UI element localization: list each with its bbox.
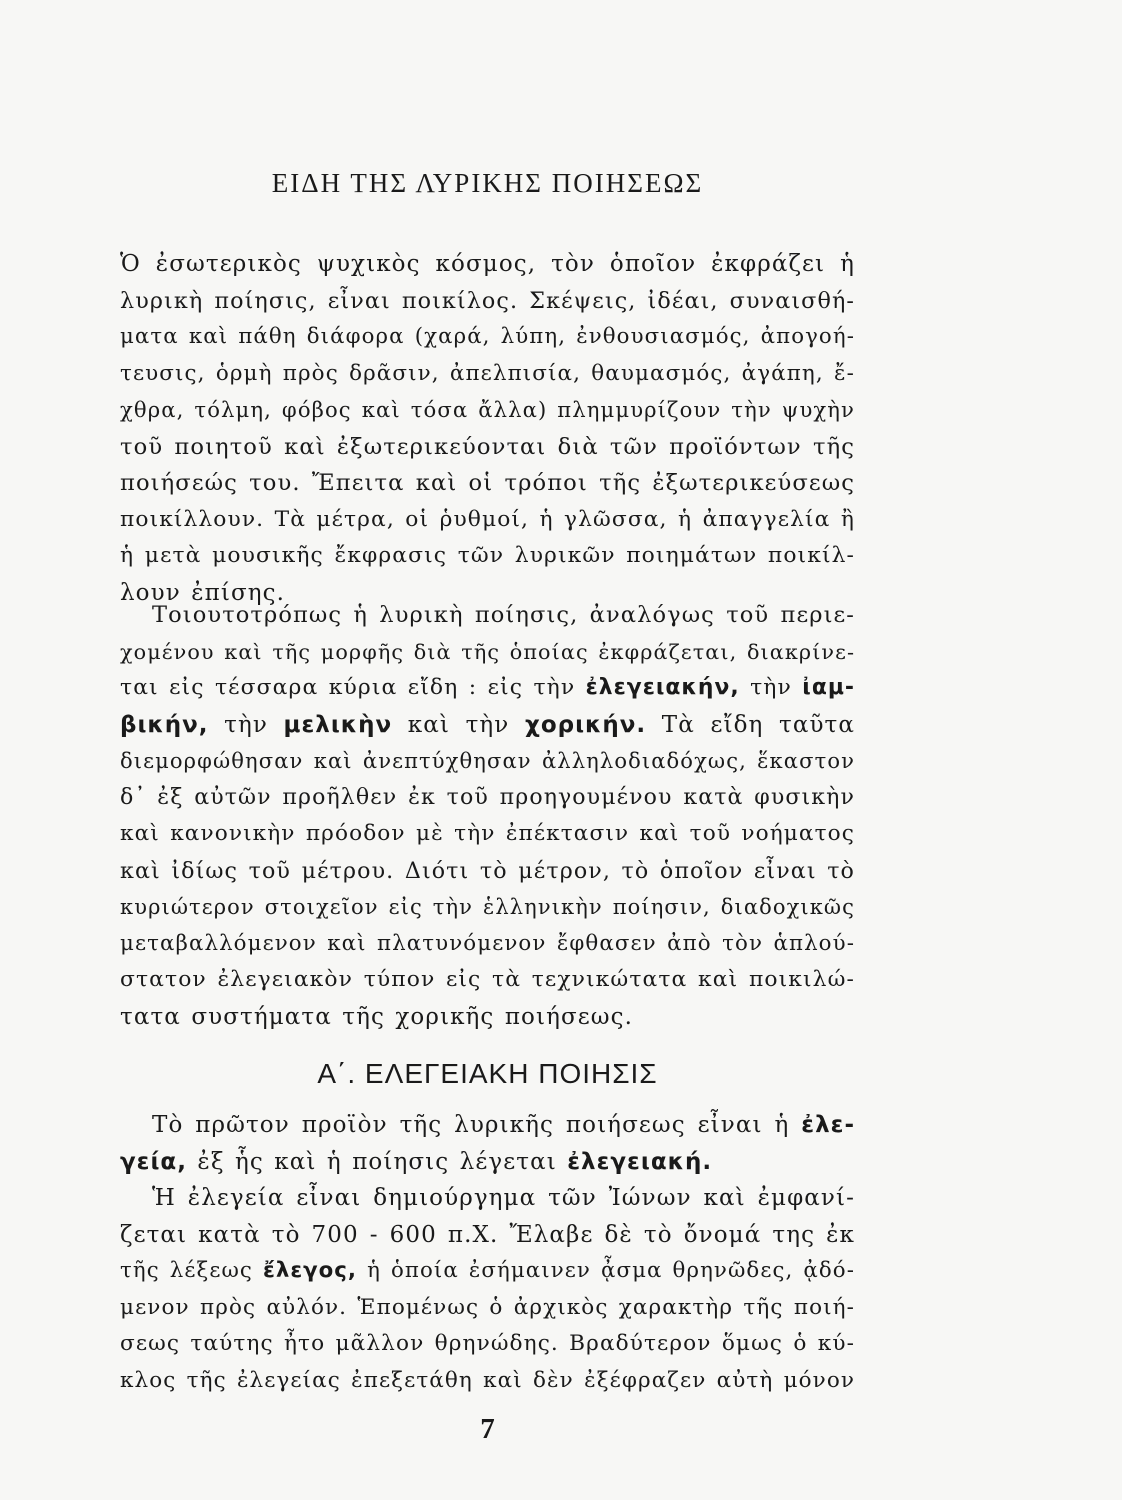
text-line: κυριώτερον στοιχεῖον εἰς τὴν ἑλληνικὴν ποίησιν, διαδοχικῶς	[120, 895, 855, 919]
paragraph-3	[120, 1107, 855, 1399]
text-fragment: ἡ ὁποία ἐσήμαινεν ᾆσμα θρηνῶδες, ᾀδό-	[357, 1258, 855, 1283]
text-line: χομένου καὶ τῆς μορφῆς διὰ τῆς ὁποίας ἐκφράζεται, διακρίνε-	[120, 639, 856, 664]
term-melic: μελικὴν	[283, 711, 393, 738]
text-line	[120, 1107, 855, 1144]
term-elegiac-poetry: ἐλεγειακή.	[567, 1148, 713, 1175]
text-line: Τοιουτοτρόπως ἡ λυρικὴ ποίησις, ἀναλόγως τοῦ περιε-	[152, 602, 855, 628]
text-line: στατον ἐλεγειακὸν τύπον εἰς τὰ τεχνικώτατα καὶ ποικιλώ-	[120, 967, 855, 992]
text-line: λυρικὴ ποίησις, εἶναι ποικίλος. Σκέψεις, ἰδέαι, συναισθή-	[120, 287, 855, 314]
text-line: ποιήσεώς του. Ἔπειτα καὶ οἱ τρόποι τῆς ἐξωτερικεύσεως	[120, 470, 855, 496]
text-line: ματα καὶ πάθη διάφορα (χαρά, λύπη, ἐνθουσιασμός, ἀπογοή-	[120, 324, 855, 349]
text-line: τατα συστήματα τῆς χορικῆς ποιήσεως.	[120, 1003, 634, 1030]
paragraph-2	[120, 597, 855, 1035]
page-number: 7	[480, 1413, 495, 1445]
text-fragment: ἐξ ἧς καὶ ἡ ποίησις λέγεται	[186, 1148, 568, 1175]
text-line: Ἡ ἐλεγεία εἶναι δημιούργημα τῶν Ἰώνων καὶ ἐμφανί-	[152, 1185, 855, 1211]
text-line: ζεται κατὰ τὸ 700 - 600 π.Χ. Ἔλαβε δὲ τὸ ὄνομά της ἐκ	[120, 1221, 855, 1248]
term-elegos: ἔλεγος,	[263, 1258, 357, 1283]
chapter-title: ΕΙΔΗ ΤΗΣ ΛΥΡΙΚΗΣ ΠΟΙΗΣΕΩΣ	[271, 168, 704, 198]
text-line: τοῦ ποιητοῦ καὶ ἐξωτερικεύονται διὰ τῶν προϊόντων τῆς	[120, 433, 855, 460]
term-choral: χορικήν.	[524, 711, 647, 738]
text-fragment: ται εἰς τέσσαρα κύρια εἴδη : εἰς τὴν	[120, 675, 586, 700]
text-fragment: Τὰ εἴδη ταῦτα	[646, 711, 855, 738]
text-line: μενον πρὸς αὐλόν. Ἑπομένως ὁ ἀρχικὸς χαρακτὴρ τῆς ποιή-	[120, 1294, 855, 1320]
text-line: μεταβαλλόμενον καὶ πλατυνόμενον ἔφθασεν ἀπὸ τὸν ἁπλού-	[120, 930, 855, 956]
book-page	[120, 0, 855, 1500]
text-line: καὶ κανονικὴν πρόοδον μὲ τὴν ἐπέκτασιν καὶ τοῦ νοήματος	[120, 821, 855, 846]
paragraph-1	[120, 246, 855, 611]
term-iambic-end: βικήν,	[120, 711, 209, 738]
section-title: Α΄. ΕΛΕΓΕΙΑΚΗ ΠΟΙΗΣΙΣ	[317, 1058, 658, 1089]
text-fragment: τῆς λέξεως	[120, 1258, 264, 1283]
text-line: σεως ταύτης ἦτο μᾶλλον θρηνώδης. Βραδύτερον ὅμως ὁ κύ-	[120, 1331, 855, 1356]
term-elegy: ἐλε-	[801, 1112, 855, 1138]
text-line: χθρα, τόλμη, φόβος καὶ τόσα ἄλλα) πλημμυρίζουν τὴν ψυχὴν	[120, 397, 855, 422]
text-line	[120, 670, 855, 707]
text-fragment: τὴν	[208, 711, 284, 738]
text-line: κλος τῆς ἐλεγείας ἐπεξετάθη καὶ δὲν ἐξέφραζεν αὐτὴ μόνον	[120, 1367, 855, 1393]
term-iambic: ἰαμ-	[802, 675, 855, 700]
text-line: τευσις, ὁρμὴ πρὸς δρᾶσιν, ἀπελπισία, θαυμασμός, ἀγάπη, ἔ-	[120, 360, 855, 386]
text-line: ποικίλλουν. Τὰ μέτρα, οἱ ῥυθμοί, ἡ γλῶσσα, ἡ ἀπαγγελία ἢ	[120, 506, 855, 532]
text-line: δ᾽ ἐξ αὐτῶν προῆλθεν ἐκ τοῦ προηγουμένου κατὰ φυσικὴν	[120, 784, 855, 810]
term-elegiac: ἐλεγειακήν,	[585, 675, 740, 700]
text-line: καὶ ἰδίως τοῦ μέτρου. Διότι τὸ μέτρον, τὸ ὁποῖον εἶναι τὸ	[120, 857, 855, 884]
text-line	[120, 1144, 855, 1181]
text-fragment: τὴν	[739, 675, 803, 700]
text-line	[120, 1253, 855, 1290]
text-line	[120, 707, 855, 744]
text-line: διεμορφώθησαν καὶ ἀνεπτύχθησαν ἀλληλοδιαδόχως, ἕκαστον	[120, 748, 855, 773]
text-fragment: καὶ τὴν	[392, 711, 525, 738]
text-fragment: Τὸ πρῶτον προϊὸν τῆς λυρικῆς ποιήσεως εἶναι ἡ	[152, 1112, 802, 1138]
term-elegy-end: γεία,	[120, 1148, 187, 1175]
text-line: ἡ μετὰ μουσικῆς ἔκφρασις τῶν λυρικῶν ποιημάτων ποικίλ-	[120, 543, 855, 568]
text-line: λουν ἐπίσης.	[120, 579, 286, 606]
text-line: Ὁ ἐσωτερικὸς ψυχικὸς κόσμος, τὸν ὁποῖον ἐκφράζει ἡ	[120, 251, 855, 277]
